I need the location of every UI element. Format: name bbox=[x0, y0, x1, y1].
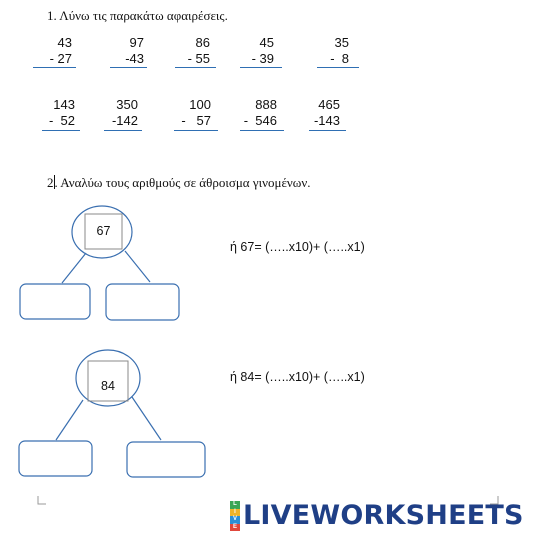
tree-2-number: 84 bbox=[101, 379, 115, 393]
minuend: 888 bbox=[255, 97, 277, 112]
minuend: 100 bbox=[189, 97, 211, 112]
live-badge-icon bbox=[230, 501, 240, 531]
tree-1-branch-left bbox=[62, 253, 86, 283]
minuend: 86 bbox=[195, 35, 210, 50]
badge-letter: L bbox=[230, 501, 240, 509]
subtrahend: -142 bbox=[111, 113, 138, 128]
tree-2-circle bbox=[76, 350, 140, 406]
tree-1-answer-box-left bbox=[20, 284, 90, 319]
minuend: 465 bbox=[318, 97, 340, 112]
exercise-1-heading: 1. Λύνω τις παρακάτω αφαιρέσεις. bbox=[47, 8, 228, 23]
minuend: 35 bbox=[334, 35, 349, 50]
exercise-2-number: 2 bbox=[47, 175, 54, 190]
subtrahend: - 52 bbox=[48, 113, 75, 128]
badge-letter: I bbox=[230, 509, 240, 517]
subtrahend: - 57 bbox=[181, 113, 211, 128]
exercise-2-text: . Αναλύω τους αριθμούς σε άθροισμα γινομένων. bbox=[54, 175, 311, 190]
subtrahend: -43 bbox=[125, 51, 144, 66]
minuend: 350 bbox=[116, 97, 138, 112]
subtrahend: - 27 bbox=[49, 51, 72, 66]
tree-2-branch-right bbox=[132, 397, 161, 440]
minuend: 143 bbox=[53, 97, 75, 112]
tree-2-branch-left bbox=[56, 400, 83, 440]
subtrahend: - 55 bbox=[187, 51, 210, 66]
tree-2-answer-box-right bbox=[127, 442, 205, 477]
tree-2-answer-box-left bbox=[19, 441, 92, 476]
subtrahend: - 546 bbox=[243, 113, 277, 128]
liveworksheets-logo bbox=[230, 500, 524, 532]
minuend: 45 bbox=[259, 35, 274, 50]
logo-text: LIVEWORKSHEETS bbox=[243, 500, 524, 531]
tree-1-answer-box-right bbox=[106, 284, 179, 320]
tree-1-branch-right bbox=[125, 251, 150, 282]
minuend: 97 bbox=[129, 35, 144, 50]
crop-mark-left bbox=[38, 496, 46, 504]
tree-1-number: 67 bbox=[96, 224, 111, 238]
subtrahend: - 8 bbox=[330, 51, 349, 66]
subtrahend: -143 bbox=[313, 113, 340, 128]
tree-2-equation: ή 84= (…..x10)+ (…..x1) bbox=[230, 370, 365, 384]
tree-1-equation: ή 67= (…..x10)+ (…..x1) bbox=[230, 240, 365, 254]
badge-letter: E bbox=[230, 524, 240, 532]
subtrahend: - 39 bbox=[251, 51, 274, 66]
badge-letter: V bbox=[230, 516, 240, 524]
minuend: 43 bbox=[57, 35, 72, 50]
